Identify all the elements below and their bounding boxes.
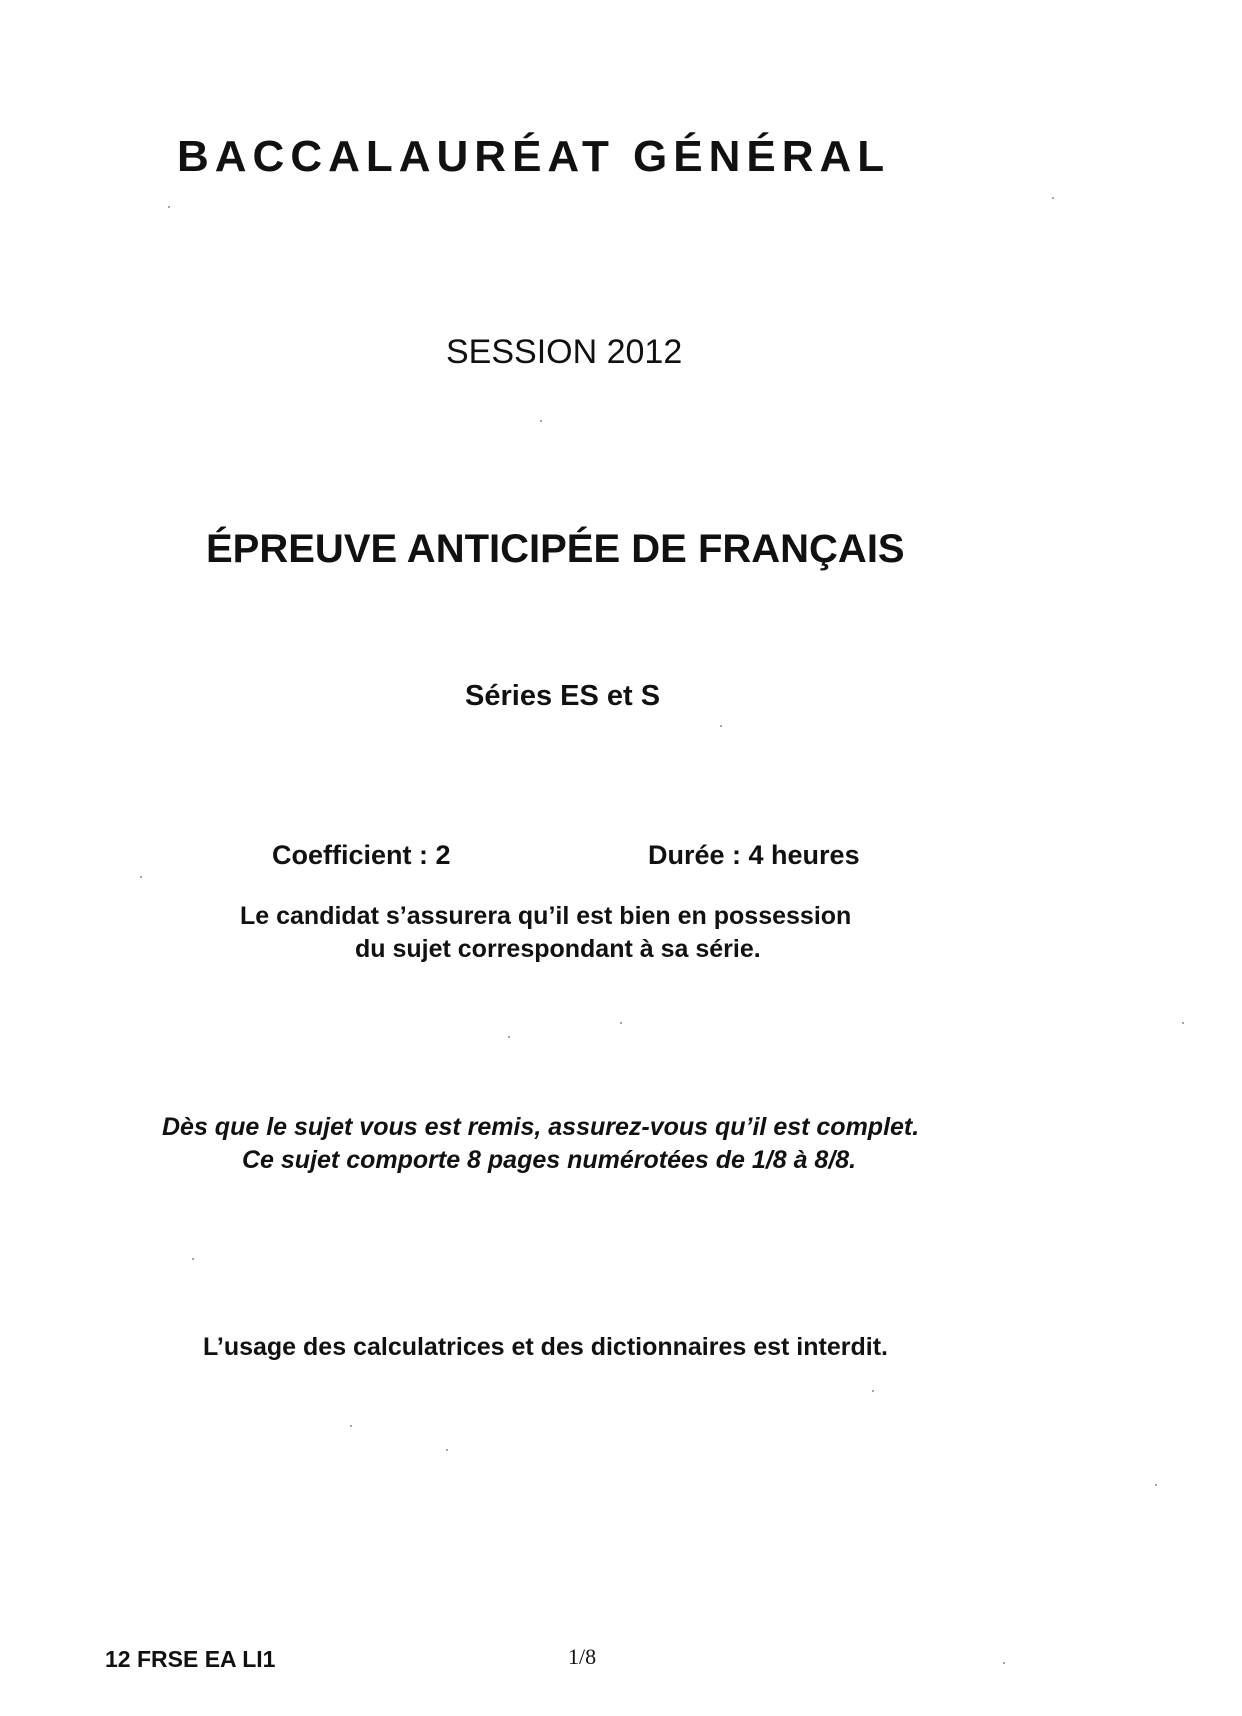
exam-title: BACCALAURÉAT GÉNÉRAL [177, 132, 891, 181]
subject-code: 12 FRSE EA LI1 [105, 1646, 276, 1672]
scan-speck [872, 1390, 874, 1392]
candidate-instruction-line-1: Le candidat s’assurera qu’il est bien en possession [240, 902, 852, 930]
scan-speck [540, 420, 542, 422]
scan-speck [1155, 1484, 1157, 1486]
scan-speck [168, 206, 170, 208]
scan-speck [446, 1449, 448, 1451]
scan-speck [620, 1022, 622, 1024]
session-label: SESSION 2012 [446, 333, 683, 371]
completeness-instruction-line-1: Dès que le sujet vous est remis, assurez-vous qu’il est complet. [162, 1113, 920, 1141]
scan-speck [1182, 1022, 1184, 1024]
usage-restriction: L’usage des calculatrices et des dictionnaires est interdit. [203, 1333, 888, 1361]
candidate-instruction-line-2: du sujet correspondant à sa série. [355, 935, 761, 963]
page-number: 1/8 [568, 1644, 597, 1669]
scan-speck [1052, 197, 1054, 199]
exam-name: ÉPREUVE ANTICIPÉE DE FRANÇAIS [206, 527, 905, 571]
scan-speck [1003, 1662, 1005, 1664]
scan-speck [140, 876, 142, 878]
completeness-instruction-line-2: Ce sujet comporte 8 pages numérotées de 1/8 à 8/8. [242, 1146, 857, 1174]
scan-speck [508, 1036, 510, 1038]
duration-label: Durée : 4 heures [648, 840, 860, 870]
scan-speck [720, 725, 722, 727]
scan-speck [350, 1425, 352, 1427]
scan-speck [192, 1258, 194, 1260]
coefficient-label: Coefficient : 2 [272, 840, 451, 870]
series-label: Séries ES et S [465, 680, 661, 712]
